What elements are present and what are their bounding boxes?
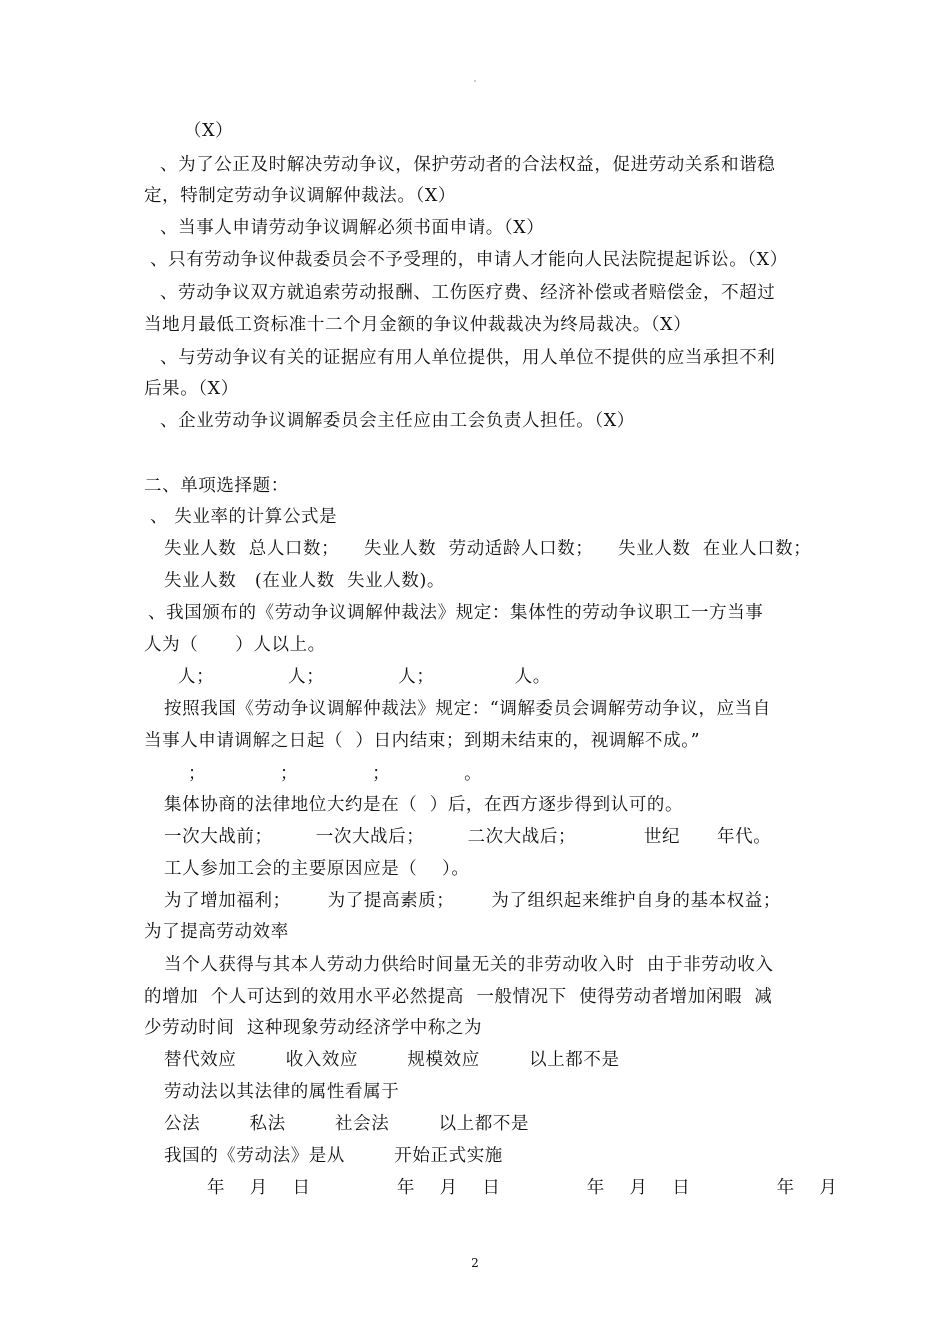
question-line: 集体协商的法律地位大约是在（ ）后，在西方逐步得到认可的。 xyxy=(164,795,684,815)
question-line: 劳动法以其法律的属性看属于 xyxy=(164,1082,400,1102)
question-line: 按照我国《劳动争议调解仲裁法》规定：“调解委员会调解劳动争议，应当自 xyxy=(164,699,771,719)
question-line: 我国的《劳动法》是从 开始正式实施 xyxy=(164,1146,503,1166)
answer-line: （X） xyxy=(184,121,234,141)
option-line: 一次大战前； 一次大战后； 二次大战后； 世纪 年代。 xyxy=(164,827,772,847)
option-line: 公法 私法 社会法 以上都不是 xyxy=(164,1114,530,1134)
statement-line: 当地月最低工资标准十二个月金额的争议仲裁裁决为终局裁决。（X） xyxy=(144,315,692,335)
question-line: 人为（ ）人以上。 xyxy=(144,635,326,655)
question-line: 、 失业率的计算公式是 xyxy=(150,507,338,527)
question-line: 当个人获得与其本人劳动力供给时间量无关的非劳动收入时 由于非劳动收入 xyxy=(164,955,774,975)
option-line: 为了提高劳动效率 xyxy=(144,922,289,942)
question-line: 当事人申请调解之日起（ ）日内结束；到期未结束的，视调解不成。” xyxy=(144,731,701,751)
option-line: 替代效应 收入效应 规模效应 以上都不是 xyxy=(164,1050,620,1070)
section-heading: 二、单项选择题： xyxy=(144,476,289,496)
question-line: 工人参加工会的主要原因应是（ ）。 xyxy=(164,859,470,879)
statement-line: 定，特制定劳动争议调解仲裁法。（X） xyxy=(144,186,457,206)
statement-line: 、企业劳动争议调解委员会主任应由工会负责人担任。（X） xyxy=(160,411,635,431)
option-line: 人； 人； 人； 人。 xyxy=(178,667,551,687)
scan-artifact xyxy=(474,80,476,82)
option-line: ； ； ； 。 xyxy=(188,764,483,784)
statement-line: 后果。（X） xyxy=(144,379,239,399)
statement-line: 、只有劳动争议仲裁委员会不予受理的，申请人才能向人民法院提起诉讼。（X） xyxy=(150,250,788,270)
question-line: 、我国颁布的《劳动争议调解仲裁法》规定：集体性的劳动争议职工一方当事 xyxy=(148,603,764,623)
option-line: 年 月 日 年 月 日 年 月 日 年 月 xyxy=(207,1178,838,1198)
option-line: 失业人数 总人口数； 失业人数 劳动适龄人口数； 失业人数 在业人口数； xyxy=(164,539,812,559)
statement-line: 、为了公正及时解决劳动争议，保护劳动者的合法权益，促进劳动关系和谐稳 xyxy=(160,155,776,175)
option-line: 为了增加福利； 为了提高素质； 为了组织起来维护自身的基本权益； xyxy=(164,891,781,911)
statement-line: 、与劳动争议有关的证据应有用人单位提供，用人单位不提供的应当承担不利 xyxy=(160,348,776,368)
page-number: 2 xyxy=(471,1256,479,1270)
statement-line: 、当事人申请劳动争议调解必须书面申请。（X） xyxy=(160,218,545,238)
question-line: 少劳动时间 这种现象劳动经济学中称之为 xyxy=(144,1018,483,1038)
option-line: 失业人数 (在业人数 失业人数)。 xyxy=(164,571,445,591)
statement-line: 、劳动争议双方就追索劳动报酬、工伤医疗费、经济补偿或者赔偿金，不超过 xyxy=(160,283,776,303)
question-line: 的增加 个人可达到的效用水平必然提高 一般情况下 使得劳动者增加闲暇 减 xyxy=(144,987,773,1007)
